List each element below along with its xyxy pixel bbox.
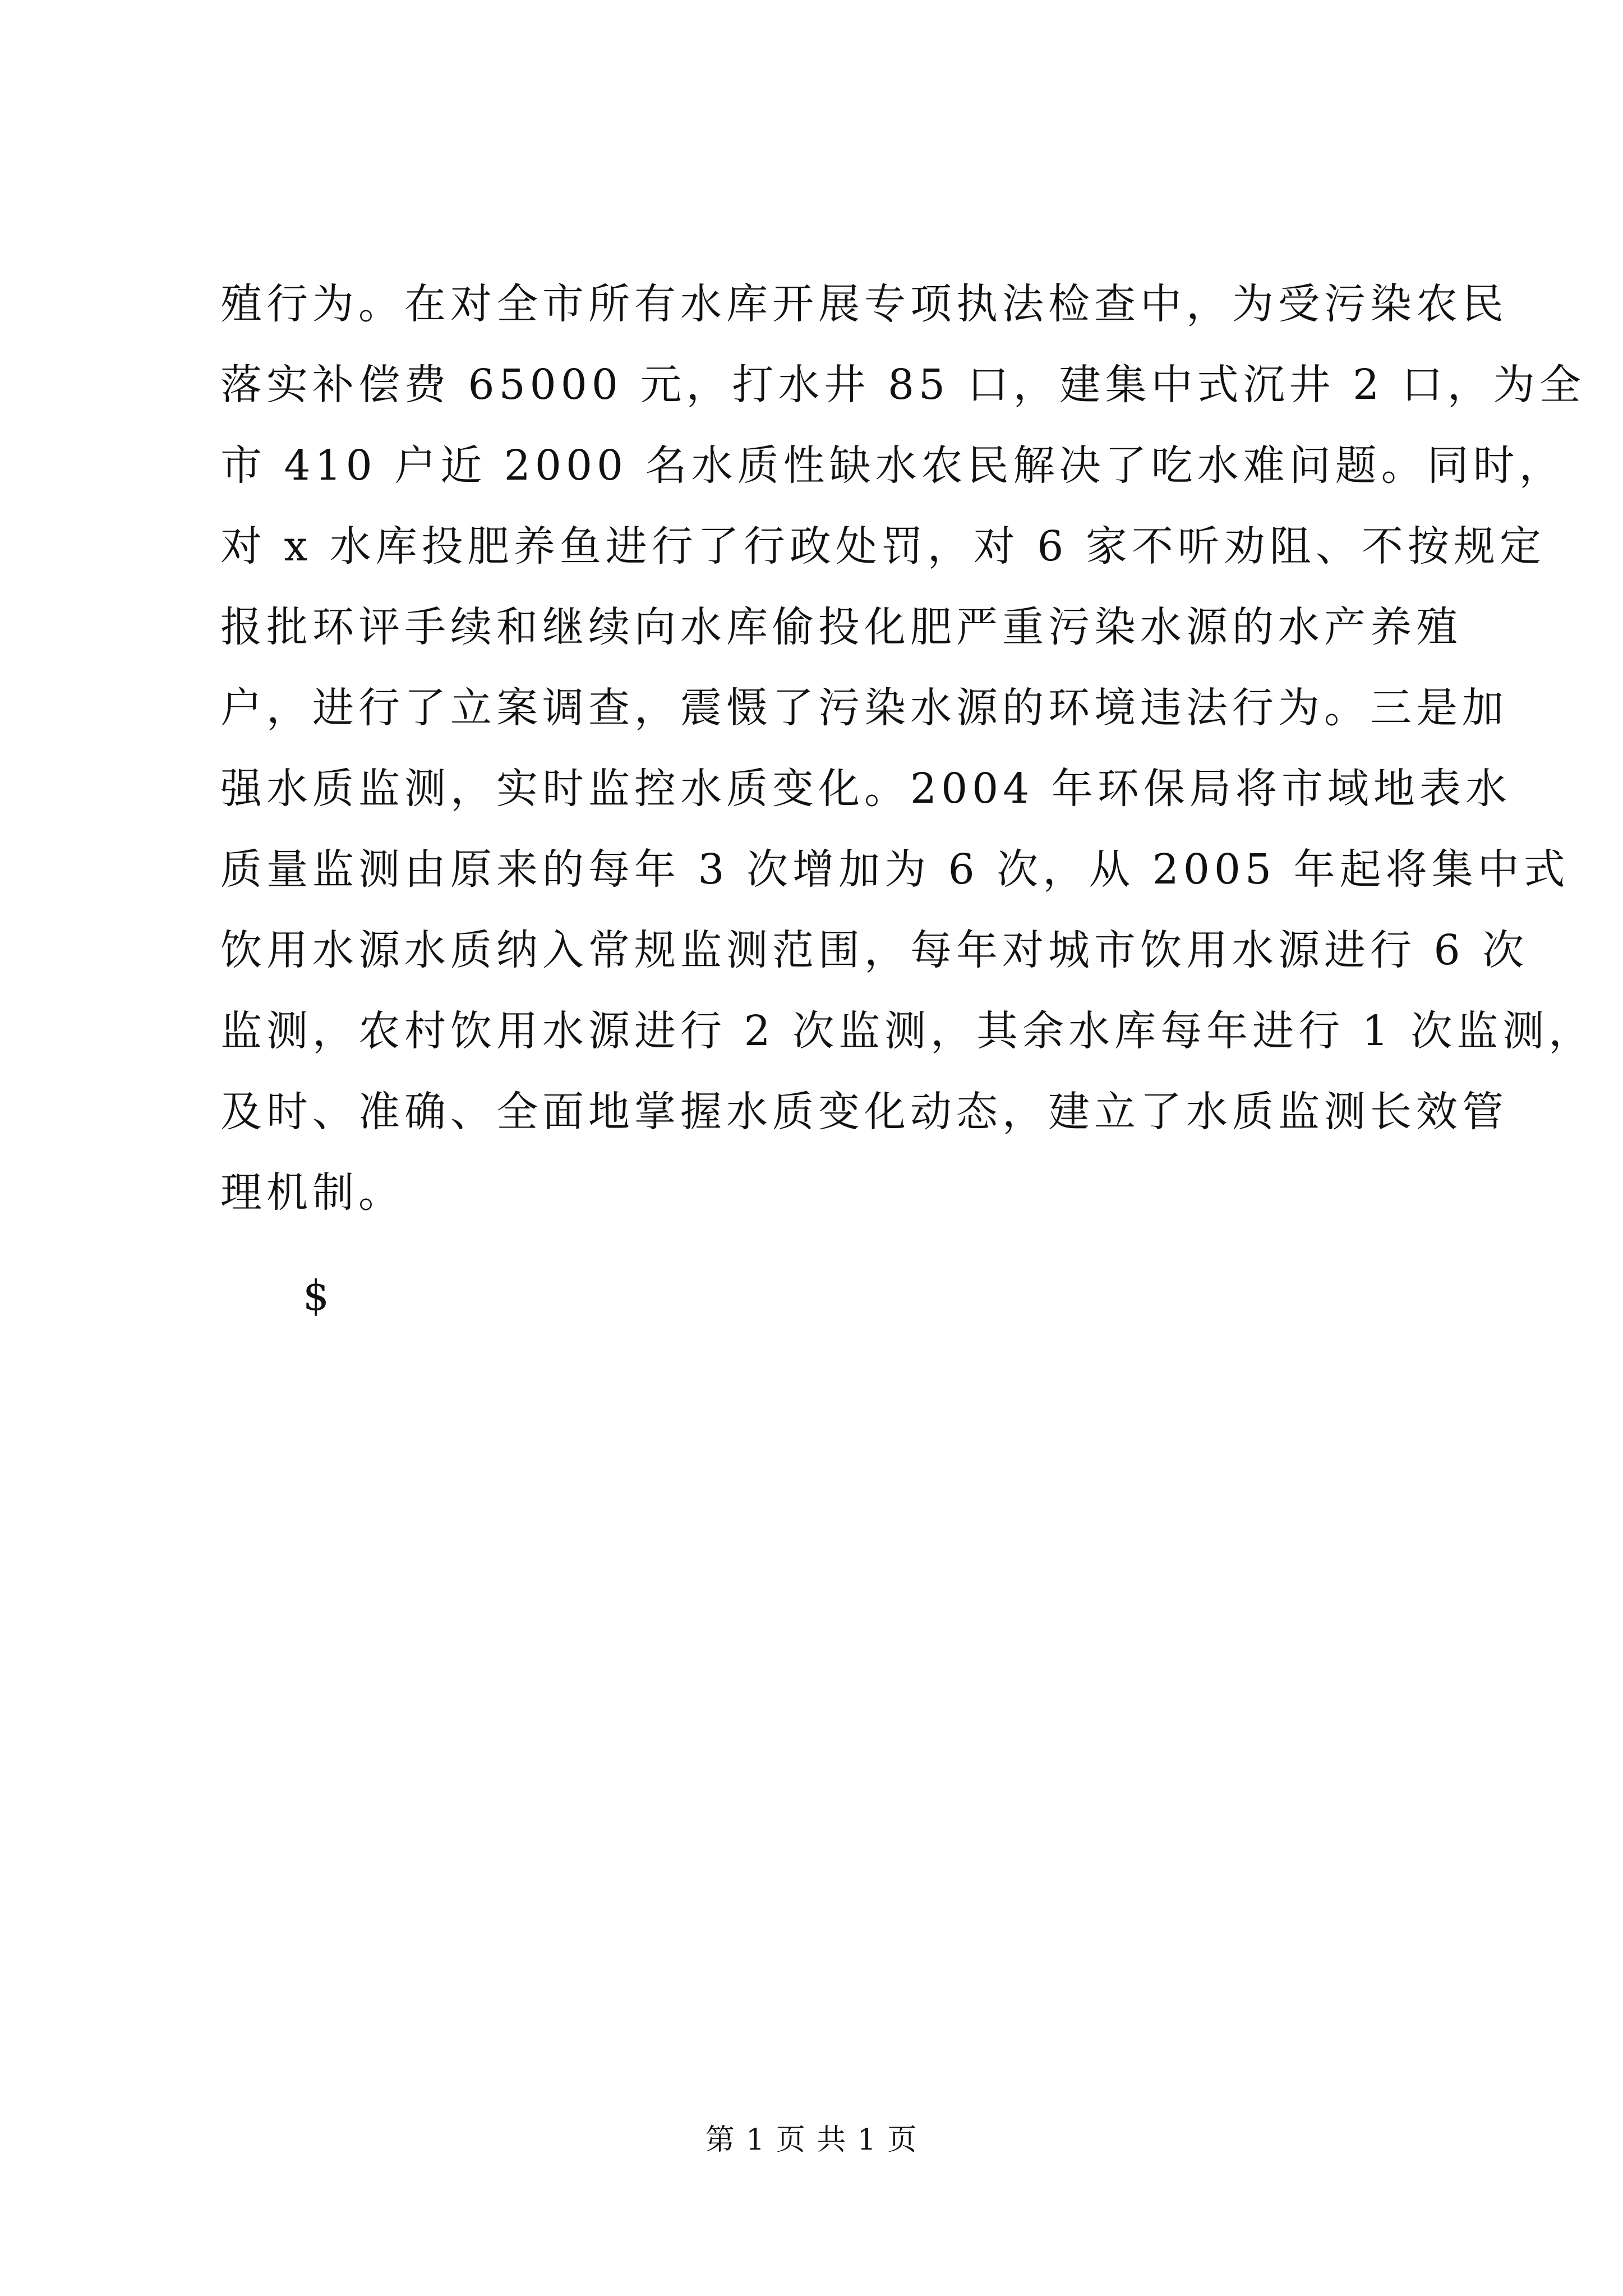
text-line: 户，进行了立案调查，震慑了污染水源的环境违法行为。三是加 bbox=[220, 684, 1508, 732]
dollar-symbol: $ bbox=[303, 1272, 330, 1320]
text-line: 及时、准确、全面地掌握水质变化动态，建立了水质监测长效管 bbox=[220, 1088, 1508, 1136]
text-line: 报批环评手续和继续向水库偷投化肥严重污染水源的水产养殖 bbox=[220, 603, 1462, 651]
page-footer: 第 1 页 共 1 页 bbox=[705, 2123, 918, 2157]
body-paragraph bbox=[220, 264, 1595, 1233]
text-line: 监测，农村饮用水源进行 2 次监测，其余水库每年进行 1 次监测， bbox=[220, 1007, 1595, 1055]
text-line: 强水质监测，实时监控水质变化。2004 年环保局将市域地表水 bbox=[220, 765, 1511, 813]
text-line: 市 410 户近 2000 名水质性缺水农民解决了吃水难问题。同时， bbox=[220, 441, 1565, 490]
text-line: 质量监测由原来的每年 3 次增加为 6 次，从 2005 年起将集中式 bbox=[220, 845, 1570, 894]
text-line: 理机制。 bbox=[220, 1168, 404, 1217]
text-line: 饮用水源水质纳入常规监测范围，每年对城市饮用水源进行 6 次 bbox=[220, 926, 1529, 974]
text-line: 对 x 水库投肥养鱼进行了行政处罚，对 6 家不听劝阻、不按规定 bbox=[220, 522, 1546, 570]
text-line: 殖行为。在对全市所有水库开展专项执法检查中，为受污染农民 bbox=[220, 280, 1508, 328]
text-line: 落实补偿费 65000 元，打水井 85 口，建集中式沉井 2 口，为全 bbox=[220, 361, 1585, 409]
